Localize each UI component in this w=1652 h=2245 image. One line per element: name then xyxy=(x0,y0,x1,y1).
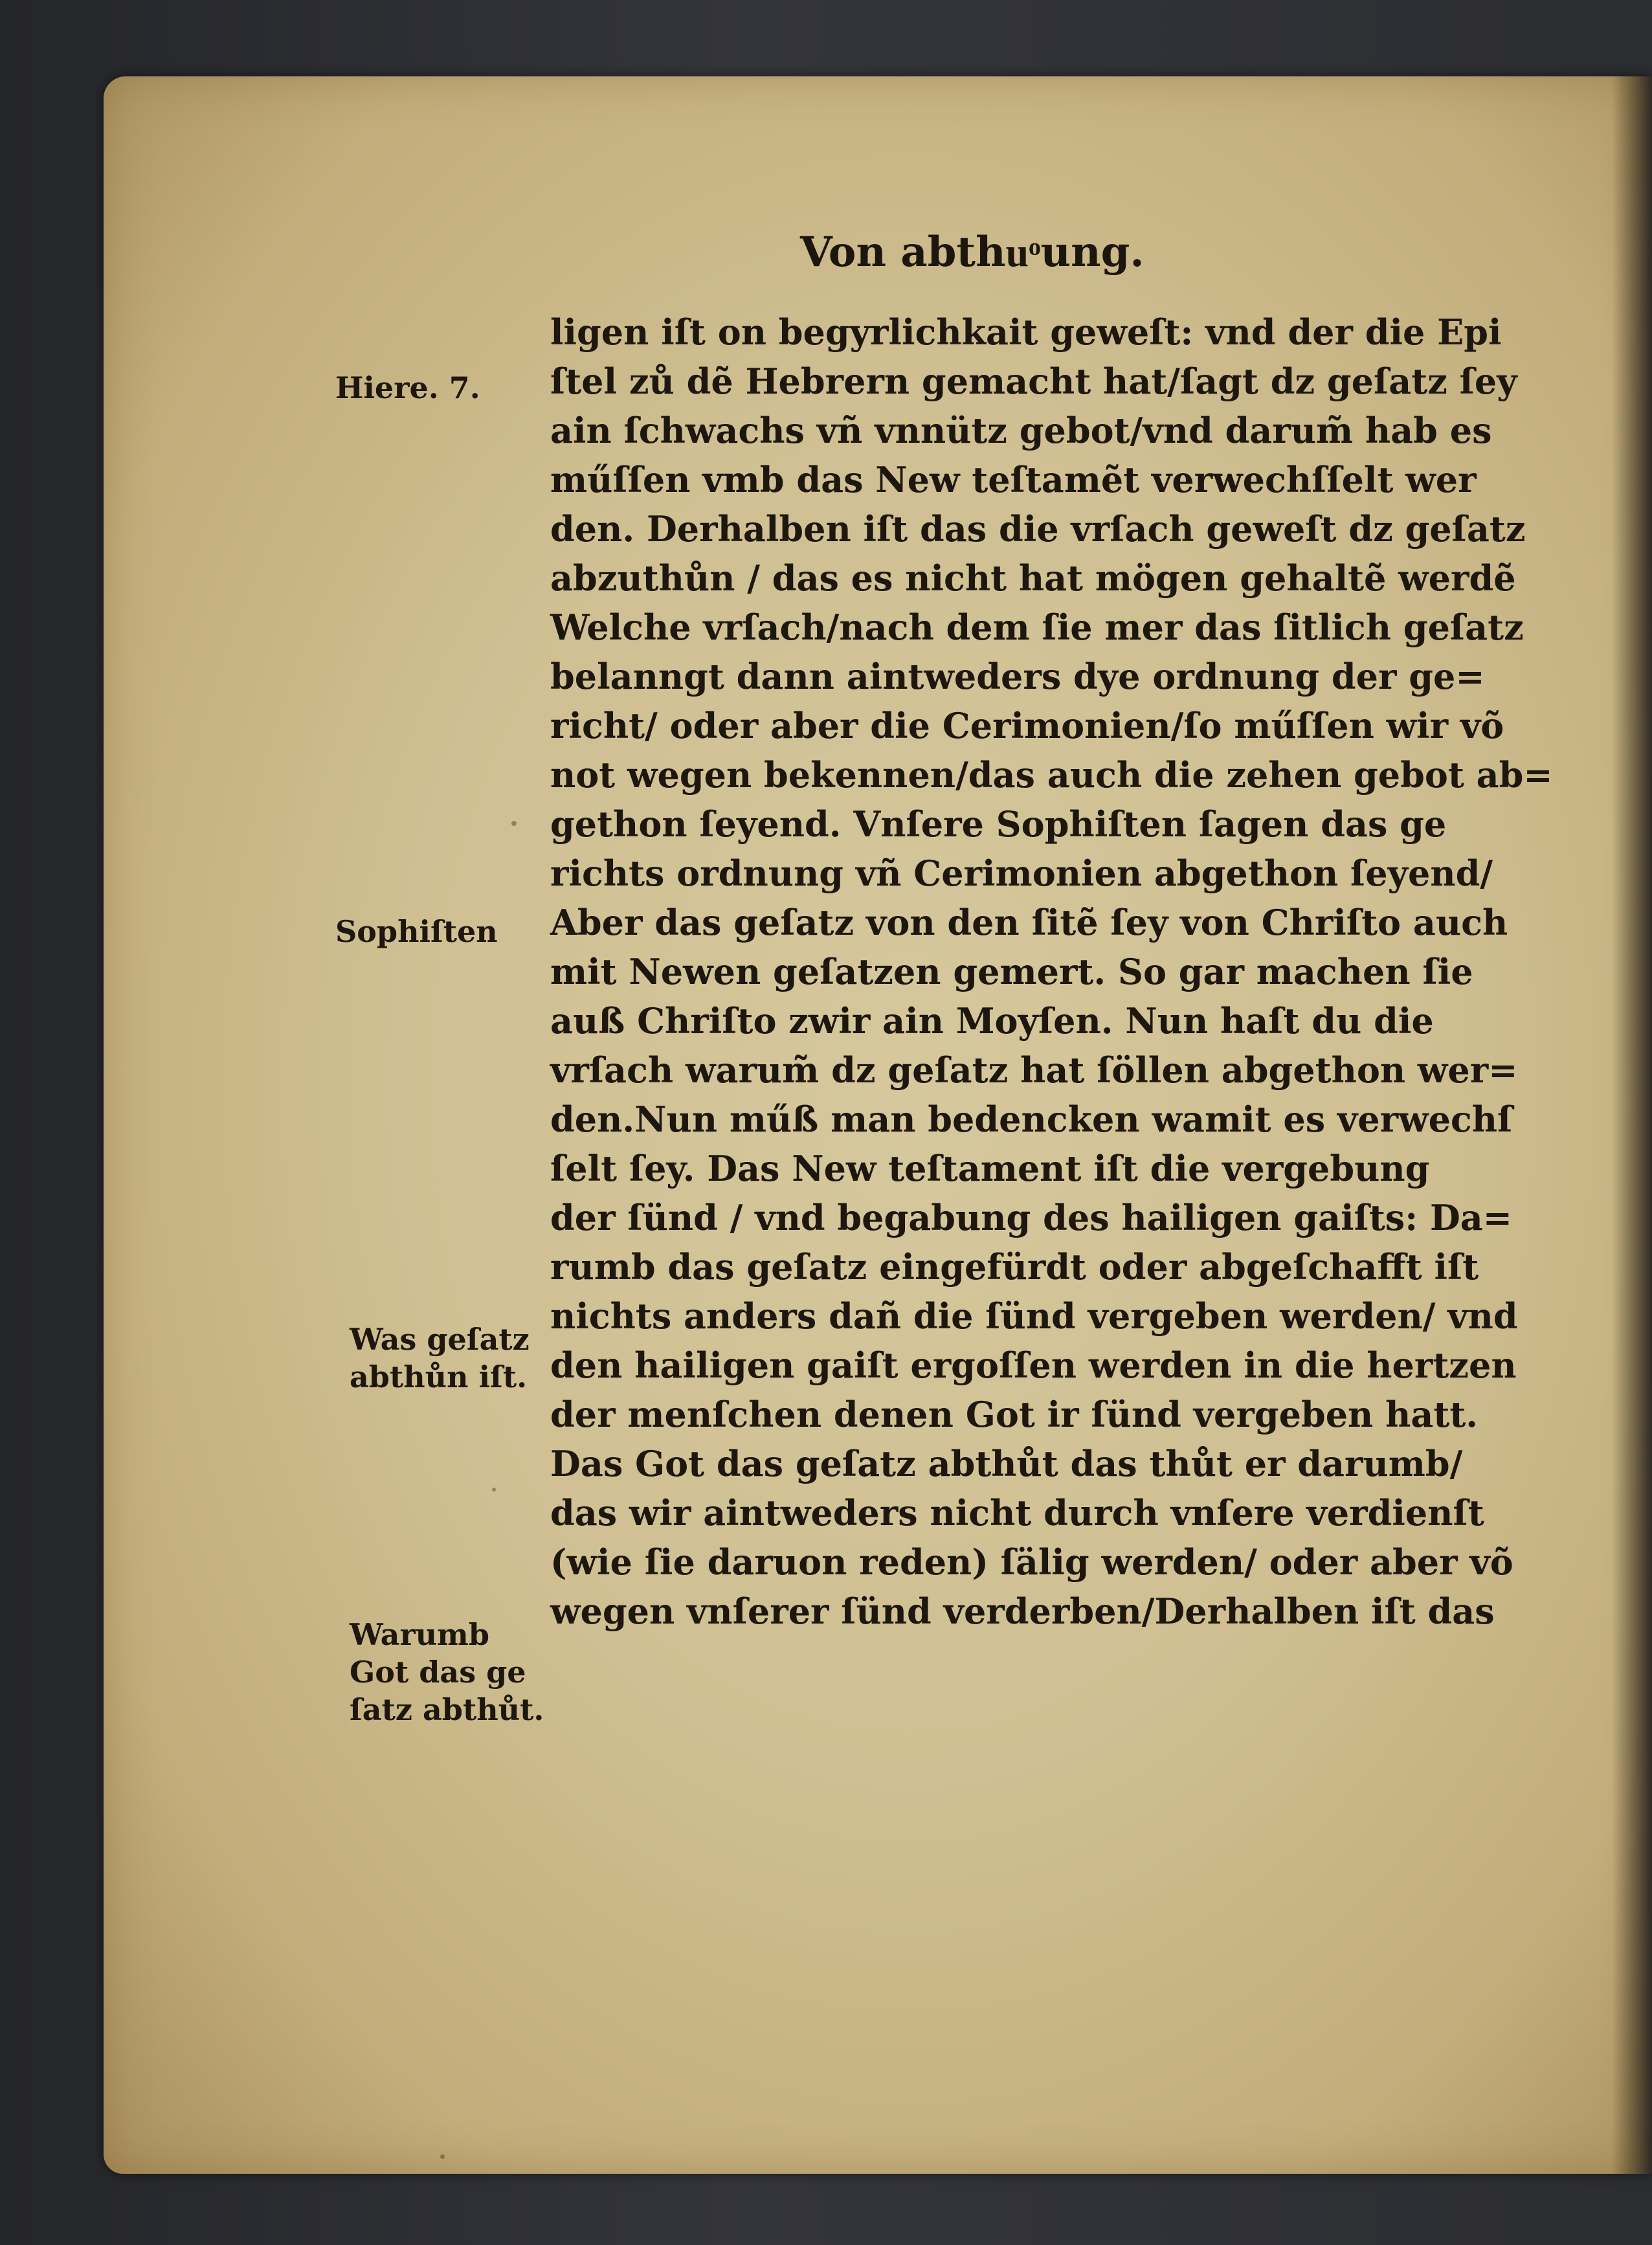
text-line: rumb das geſatz eingefürdt oder abgeſchafft iſt xyxy=(550,1246,1479,1288)
text-line: abzuthůn / das es nicht hat mögen gehaltẽ werdẽ xyxy=(550,557,1516,599)
margin-note-line: Hiere. 7. xyxy=(335,370,480,405)
margin-note-line: Warumb xyxy=(350,1617,489,1652)
page-gutter-shadow xyxy=(1612,76,1652,2174)
paper-speck xyxy=(492,1488,496,1491)
text-line: auß Chriſto zwir ain Moyſen. Nun haſt du die xyxy=(550,1000,1434,1042)
text-line: Aber das geſatz von den ſitẽ ſey von Chriſto auch xyxy=(550,902,1508,943)
text-line: richt/ oder aber die Cerimonien/ſo műſſen wir võ xyxy=(550,705,1504,746)
paper-speck xyxy=(440,2154,445,2159)
text-line: ain ſchwachs vñ vnnütz gebot/vnd darum̃ hab es xyxy=(550,410,1492,451)
margin-note-warumb xyxy=(350,1616,544,1728)
margin-note-line: Sophiſten xyxy=(335,914,498,949)
text-line: richts ordnung vñ Cerimonien abgethon ſeyend/ xyxy=(550,853,1493,894)
text-line: (wie ſie daruon reden) ſälig werden/ oder aber võ xyxy=(550,1541,1513,1583)
text-line: das wir aintweders nicht durch vnſere verdienſt xyxy=(550,1492,1484,1534)
text-line: Welche vrſach/nach dem ſie mer das ſitlich geſatz xyxy=(550,607,1524,648)
text-line: mit Newen geſatzen gemert. So gar machen ſie xyxy=(550,951,1473,992)
text-line: ligen iſt on begyrlichkait geweſt: vnd der die Epi xyxy=(550,311,1502,353)
text-line: nichts anders dañ die ſünd vergeben werden/ vnd xyxy=(550,1295,1518,1337)
paper-speck xyxy=(511,821,517,826)
text-line: not wegen bekennen/das auch die zehen gebot ab= xyxy=(550,754,1553,796)
text-line: den hailigen gaiſt ergoſſen werden in die hertzen xyxy=(550,1345,1517,1386)
margin-note-line: ſatz abthůt. xyxy=(350,1692,544,1727)
margin-note-sophisten xyxy=(335,913,498,950)
text-line: den. Derhalben iſt das die vrſach geweſt dz geſatz xyxy=(550,508,1526,550)
text-line: műſſen vmb das New teſtamẽt verwechſſelt wer xyxy=(550,459,1477,500)
margin-note-was-gesatz xyxy=(350,1321,530,1396)
text-line: vrſach warum̃ dz geſatz hat ſöllen abgethon wer= xyxy=(550,1049,1518,1091)
text-line: gethon ſeyend. Vnſere Sophiſten ſagen das ge xyxy=(550,803,1447,845)
running-head: Von abthuͦung. xyxy=(800,228,1144,276)
text-line: Das Got das geſatz abthůt das thůt er darumb/ xyxy=(550,1443,1463,1484)
margin-note-line: Got das ge xyxy=(350,1655,526,1690)
margin-note-line: abthůn iſt. xyxy=(350,1359,528,1394)
margin-note-hiere xyxy=(335,369,480,407)
text-line: der ſünd / vnd begabung des hailigen gaiſts: Da= xyxy=(550,1197,1513,1238)
text-line: wegen vnſerer ſünd verderben/Derhalben iſt das xyxy=(550,1591,1495,1632)
text-line: der menſchen denen Got ir ſünd vergeben hatt. xyxy=(550,1394,1479,1435)
text-line: ſtel zů dẽ Hebrern gemacht hat/ſagt dz geſatz ſey xyxy=(550,361,1517,402)
text-line: belanngt dann aintweders dye ordnung der ge= xyxy=(550,656,1485,697)
text-line: den.Nun műß man bedencken wamit es verwechſ xyxy=(550,1099,1513,1140)
text-line: ſelt ſey. Das New teſtament iſt die vergebung xyxy=(550,1148,1430,1189)
margin-note-line: Was geſatz xyxy=(350,1322,530,1357)
